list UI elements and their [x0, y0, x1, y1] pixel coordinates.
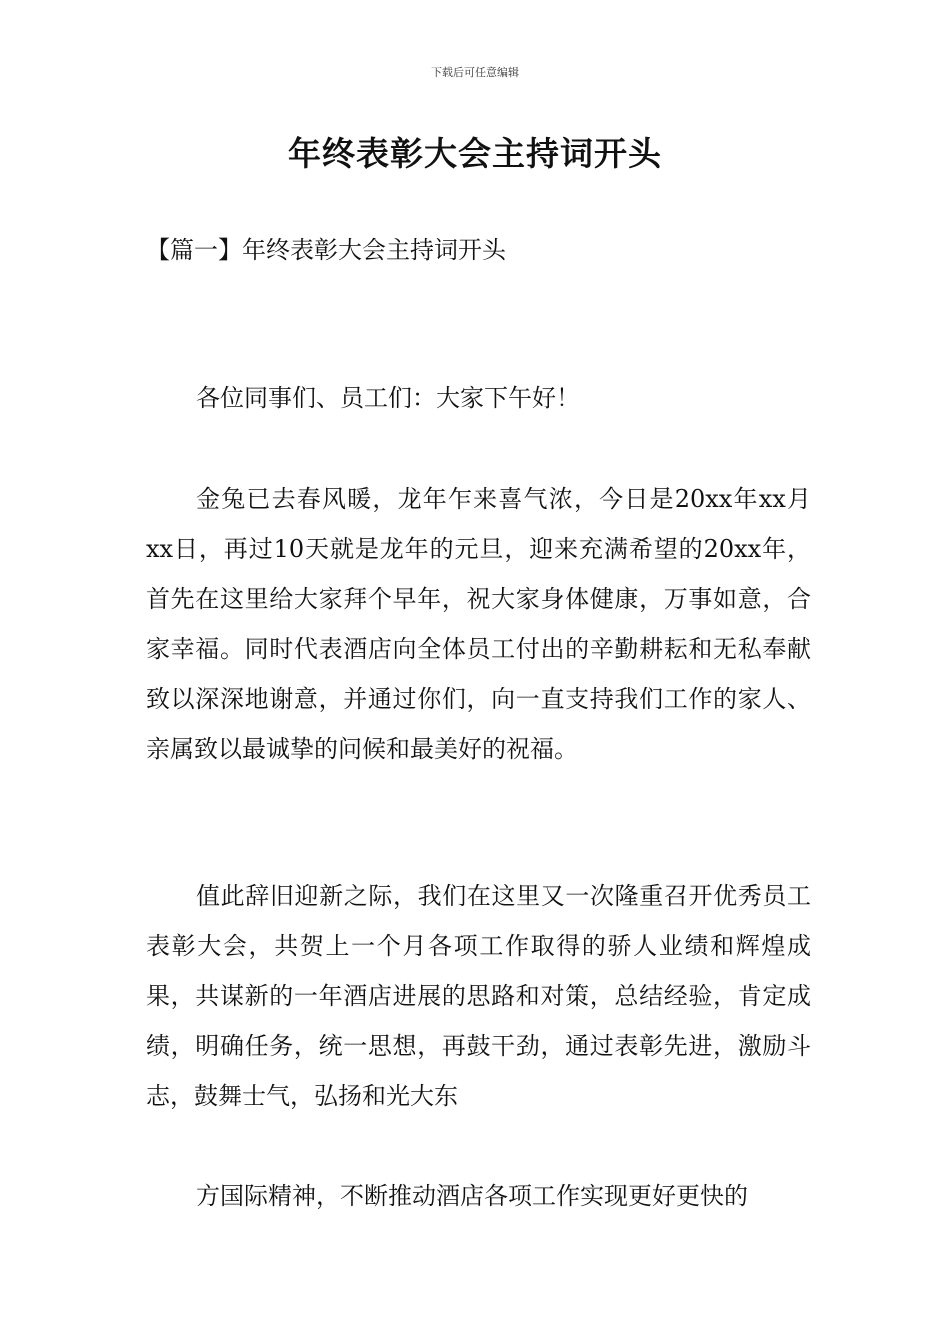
greeting-paragraph: 各位同事们、员工们：大家下午好！ [196, 384, 580, 412]
body-paragraph: 金兔已去春风暖，龙年乍来喜气浓，今日是20xx年xx月xx日，再过10天就是龙年的元旦，迎来充满希望的20xx年，首先在这里给大家拜个早年，祝大家身体健康，万事如意，合家幸福。同时代表酒店向全体员工付出的辛勤耕耘和无私奉献致以深深地谢意，并通过你们，向一直支持我们工作的家人、亲属致以最诚挚的问候和最美好的祝福。 [146, 485, 811, 763]
body-paragraph: 方国际精神，不断推动酒店各项工作实现更好更快的 [196, 1182, 748, 1210]
page-header-note: 下载后可任意编辑 [431, 66, 519, 79]
document-title: 年终表彰大会主持词开头 [288, 134, 662, 173]
body-paragraph: 值此辞旧迎新之际，我们在这里又一次隆重召开优秀员工表彰大会，共贺上一个月各项工作取得的骄人业绩和辉煌成果，共谋新的一年酒店进展的思路和对策，总结经验，肯定成绩，明确任务，统一思想，再鼓干劲，通过表彰先进，激励斗志，鼓舞士气，弘扬和光大东 [146, 882, 811, 1110]
section-heading: 【篇一】年终表彰大会主持词开头 [146, 236, 506, 264]
